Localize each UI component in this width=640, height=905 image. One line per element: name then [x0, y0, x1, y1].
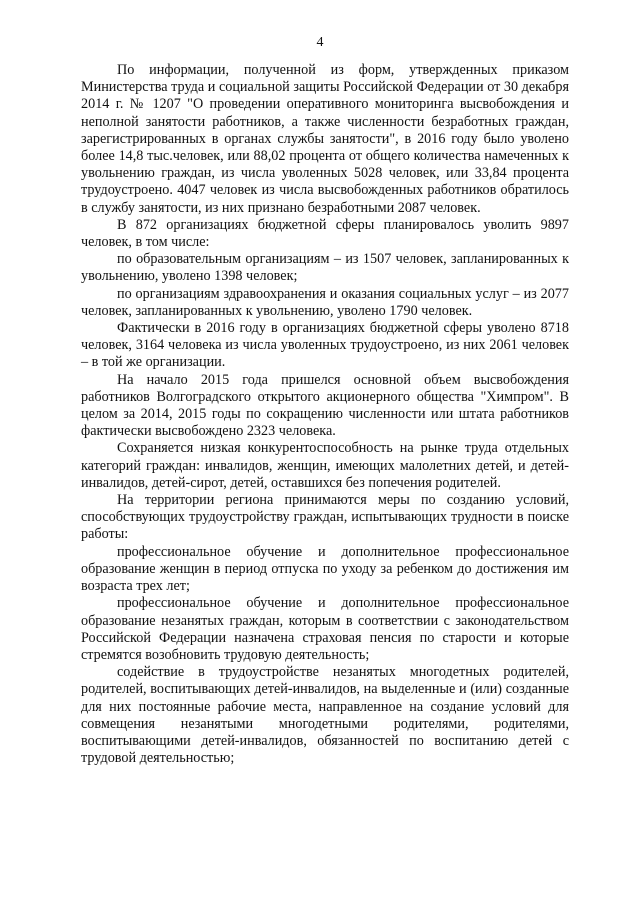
paragraph: На начало 2015 года пришелся основной объем высвобождения работников Волгоградского открытого акционерного общества "Химпром". В целом за 2014, 2015 годы по сокращению численности или штата работников фактически высвобождено 2323 человека.: [81, 371, 569, 440]
document-body: [81, 62, 569, 767]
paragraph: по образовательным организациям – из 1507 человек, запланированных к увольнению, уволено 1398 человек;: [81, 251, 569, 285]
paragraph: профессиональное обучение и дополнительное профессиональное образование незанятых граждан, которым в соответствии с законодательством Российской Федерации назначена страховая пенсия по старости и которые стремятся возобновить трудовую деятельность;: [81, 595, 569, 663]
paragraph: профессиональное обучение и дополнительное профессиональное образование женщин в период отпуска по уходу за ребенком до достижения им возраста трех лет;: [81, 543, 569, 595]
paragraph: В 872 организациях бюджетной сферы планировалось уволить 9897 человек, в том числе:: [81, 216, 569, 251]
paragraph: Фактически в 2016 году в организациях бюджетной сферы уволено 8718 человек, 3164 человека из числа уволенных трудоустроено, из них 2061 человек – в той же организации.: [81, 320, 569, 371]
paragraph: По информации, полученной из форм, утвержденных приказом Министерства труда и социальной защиты Российской Федерации от 30 декабря 2014 г. № 1207 "О проведении оперативного мониторинга высвобождения и неполной занятости работников, а также численности безработных граждан, зарегистрированных в органах службы занятости", в 2016 году было уволено более 14,8 тыс.человек, или 88,02 процента от общего количества намеченных к увольнению граждан, из числа уволенных 5028 человек, или 33,84 процента трудоустроено. 4047 человек из числа высвобожденных работников обратилось в службу занятости, из них признано безработными 2087 человек.: [81, 62, 569, 216]
paragraph: На территории региона принимаются меры по созданию условий, способствующих трудоустройству граждан, испытывающих трудности в поиске работы:: [81, 492, 569, 543]
paragraph: Сохраняется низкая конкурентоспособность на рынке труда отдельных категорий граждан: инвалидов, женщин, имеющих малолетних детей, и детей-инвалидов, детей-сирот, детей, оставшихся без попечения родителей.: [81, 440, 569, 491]
page-number: 4: [316, 35, 324, 50]
paragraph: по организациям здравоохранения и оказания социальных услуг – из 2077 человек, запланированных к увольнению, уволено 1790 человек.: [81, 285, 569, 319]
paragraph: содействие в трудоустройстве незанятых многодетных родителей, родителей, воспитывающих детей-инвалидов, на выделенные и (или) созданные для них постоянные рабочие места, направленное на создание условий для совмещения незанятыми многодетными родителями, родителями, воспитывающими детей-инвалидов, обязанностей по воспитанию детей с трудовой деятельностью;: [81, 664, 569, 767]
